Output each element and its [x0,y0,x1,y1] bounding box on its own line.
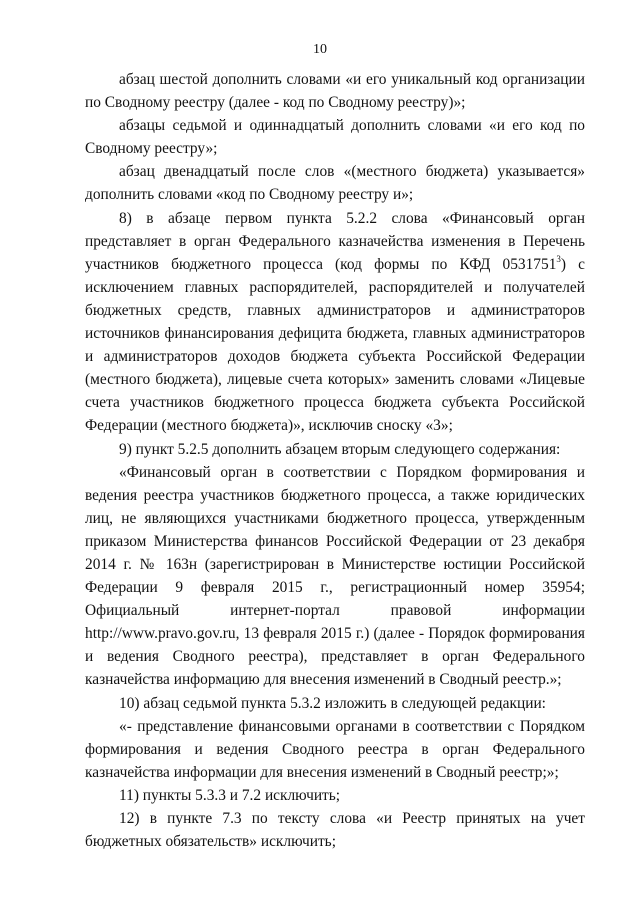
paragraph-9: 11) пункты 5.3.3 и 7.2 исключить; [119,786,341,804]
paragraph-1: абзац шестой дополнить словами «и его уникальный код организации по Сводному реестру (далее - код по Сводному реестру)»; [85,71,585,112]
paragraph-10: 12) в пункте 7.3 по тексту слова «и Реестр принятых на учет бюджетных обязательств» исключить; [85,810,585,851]
paragraph-2: абзацы седьмой и одиннадцатый дополнить словами «и его код по Сводному реестру»; [85,117,585,158]
footnote-marker: 3 [556,253,561,264]
paragraph-8: «- представление финансовыми органами в соответствии с Порядком формирования и ведения Сводного реестра в орган Федерального казначейства информации для внесения изменений в Сводный реестр;»; [85,717,585,781]
paragraph-6: «Финансовый орган в соответствии с Порядком формирования и ведения реестра участников бюджетного процесса, а также юридических лиц, не являющихся участниками бюджетного процесса, утвержденным приказом Министерства финансов Российской Федерации от 23 декабря 2014 г. № 163н (зарегистрирован в Министерстве юстиции Российской Федерации 9 февраля 2015 г., регистрационный номер 35954; Официальный интернет-портал правовой информации http://www.pravo.gov.ru, 13 февраля 2015 г.) (далее - Порядок формирования и ведения Сводного реестра), представляет в орган Федерального казначейства информацию для внесения изменений в Сводный реестр.»; [85,463,585,689]
paragraph-4-text-end: ) с исключением главных распорядителей, распорядителей и получателей бюджетных средств, главных администраторов и администраторов источников финансирования дефицита бюджета, главных администраторов и администраторов доходов бюджета субъекта Российской Федерации (местного бюджета), лицевые счета которых» заменить словами «Лицевые счета участников бюджетного процесса бюджета субъекта Российской Федерации (местного бюджета)», исключив сноску «3»; [85,255,585,435]
paragraph-5: 9) пункт 5.2.5 дополнить абзацем вторым следующего содержания: [119,440,561,458]
paragraph-4-text-start: 8) в абзаце первом пункта 5.2.2 слова «Финансовый орган представляет в орган Федерального казначейства изменения в Перечень участников бюджетного процесса (код формы по КФД 0531751 [85,209,585,273]
paragraph-7: 10) абзац седьмой пункта 5.3.2 изложить в следующей редакции: [119,694,546,712]
page-number: 10 [313,42,327,57]
document-body [85,68,585,853]
paragraph-3: абзац двенадцатый после слов «(местного бюджета) указывается» дополнить словами «код по Сводному реестру и»; [85,163,585,204]
paragraph-4 [85,207,585,438]
